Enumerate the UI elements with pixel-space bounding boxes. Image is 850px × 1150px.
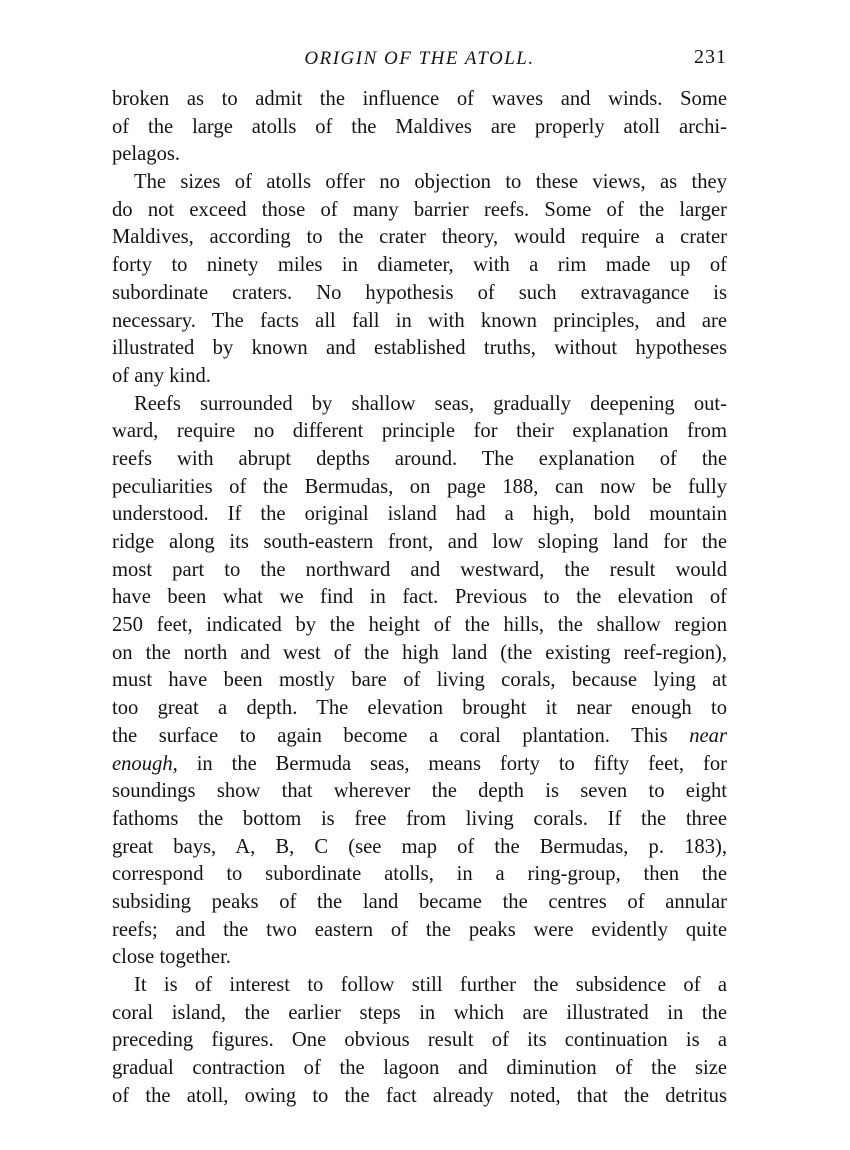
- text-line: too great a depth. The elevation brought it near enough to: [112, 697, 727, 720]
- text-line: broken as to admit the influence of waves and winds. Some: [112, 88, 727, 110]
- text-line: fathoms the bottom is free from living corals. If the three: [112, 807, 727, 830]
- italic-phrase: enough,: [112, 752, 178, 775]
- text-line: [112, 723, 727, 751]
- running-title: ORIGIN OF THE ATOLL.: [304, 48, 535, 69]
- text-line: have been what we find in fact. Previous to the elevation of: [112, 586, 727, 609]
- text-line: great bays, A, B, C (see map of the Bermudas, p. 183),: [112, 835, 727, 858]
- text-line: forty to ninety miles in diameter, with a rim made up of: [112, 254, 727, 277]
- paragraph: [112, 169, 727, 391]
- text-line: most part to the northward and westward, the result would: [112, 558, 727, 581]
- text-line: illustrated by known and established truths, without hypotheses: [112, 337, 727, 360]
- text-line: ward, require no different principle for their explanation from: [112, 420, 727, 443]
- text-line: 250 feet, indicated by the height of the hills, the shallow region: [112, 614, 727, 637]
- text-line: of the large atolls of the Maldives are properly atoll archi-: [112, 115, 727, 138]
- text-run: in the Bermuda seas, means forty to fifty feet, for: [196, 752, 727, 775]
- text-line: pelagos.: [112, 143, 181, 166]
- text-line: subordinate craters. No hypothesis of such extravagance is: [112, 281, 727, 304]
- text-line: understood. If the original island had a high, bold mountain: [112, 503, 727, 526]
- body-text: [112, 86, 727, 1110]
- text-line: of the atoll, owing to the fact already noted, that the detritus: [112, 1084, 727, 1107]
- text-line: coral island, the earlier steps in which are illustrated in the: [112, 1001, 727, 1024]
- running-head: [112, 46, 727, 72]
- text-line: of any kind.: [112, 364, 211, 387]
- italic-phrase: near: [689, 724, 727, 747]
- text-line: must have been mostly bare of living corals, because lying at: [112, 669, 727, 692]
- paragraph: [112, 972, 727, 1110]
- text-line: correspond to subordinate atolls, in a ring-group, then the: [112, 863, 727, 886]
- text-line: soundings show that wherever the depth is seven to eight: [112, 780, 727, 803]
- text-line: close together.: [112, 946, 231, 969]
- paragraph: [112, 391, 727, 972]
- text-line: [112, 751, 727, 779]
- text-line: ridge along its south-eastern front, and low sloping land for the: [112, 531, 727, 553]
- text-line: subsiding peaks of the land became the centres of annular: [112, 890, 727, 913]
- text-line: reefs; and the two eastern of the peaks were evidently quite: [112, 918, 727, 941]
- text-line: gradual contraction of the lagoon and diminution of the size: [112, 1057, 727, 1080]
- text-line: necessary. The facts all fall in with known principles, and are: [112, 309, 727, 332]
- paragraph: [112, 86, 727, 169]
- text-line: preceding figures. One obvious result of its continuation is a: [112, 1029, 727, 1052]
- text-line: do not exceed those of many barrier reefs. Some of the larger: [112, 198, 727, 221]
- text-line: The sizes of atolls offer no objection to these views, as they: [134, 171, 727, 194]
- page-number: 231: [694, 46, 727, 68]
- text-line: peculiarities of the Bermudas, on page 188, can now be fully: [112, 475, 727, 498]
- text-line: Maldives, according to the crater theory, would require a crater: [112, 226, 727, 249]
- text-line: Reefs surrounded by shallow seas, gradually deepening out-: [134, 392, 727, 415]
- text-line: reefs with abrupt depths around. The explanation of the: [112, 447, 727, 470]
- text-run: the surface to again become a coral plantation. This: [112, 724, 668, 747]
- text-line: on the north and west of the high land (the existing reef-region),: [112, 641, 727, 664]
- text-line: It is of interest to follow still further the subsidence of a: [134, 974, 727, 996]
